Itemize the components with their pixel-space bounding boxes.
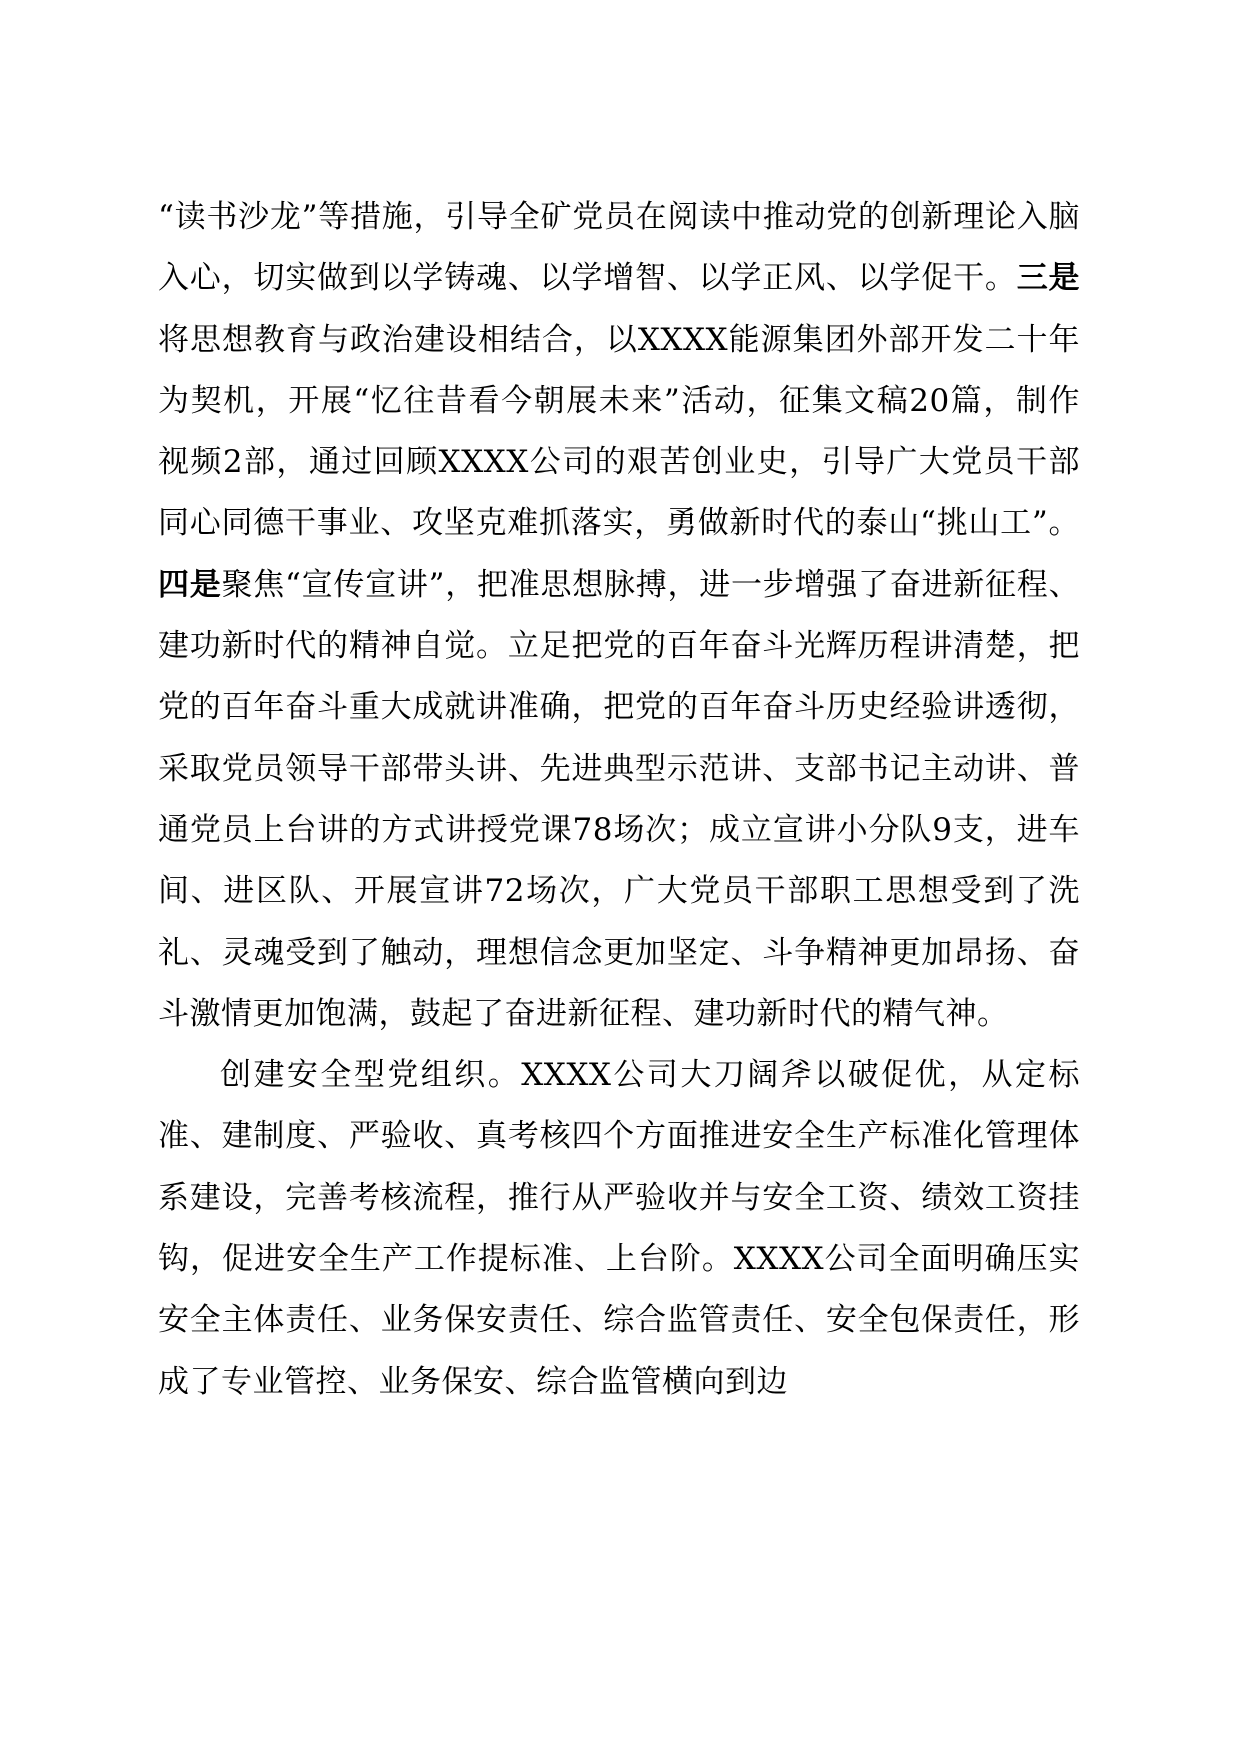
bold-lead-si-shi: 四是 <box>158 566 222 603</box>
paragraph-continued <box>158 187 1080 1045</box>
text-run: “读书沙龙”等措施，引导全矿党员在阅读中推动党的创新理论入脑入心，切实做到以学铸魂、以学增智、以学正风、以学促干。 <box>158 199 1080 297</box>
text-run: 创建安全型党组织。XXXX公司大刀阔斧以破促优，从定标准、建制度、严验收、真考核四个方面推进安全生产标准化管理体系建设，完善考核流程，推行从严验收并与安全工资、绩效工资挂钩，促进安全生产工作提标准、上台阶。XXXX公司全面明确压实安全主体责任、业务保安责任、综合监管责任、安全包保责任，形成了专业管控、业务保安、综合监管横向到边 <box>158 1057 1080 1400</box>
text-run: 将思想教育与政治建设相结合，以XXXX能源集团外部开发二十年为契机，开展“忆往昔看今朝展未来”活动，征集文稿20篇，制作视频2部，通过回顾XXXX公司的艰苦创业史，引导广大党员干部同心同德干事业、攻坚克难抓落实，勇做新时代的泰山“挑山工”。 <box>158 321 1080 542</box>
bold-lead-san-shi: 三是 <box>1016 260 1081 297</box>
text-run: 聚焦“宣传宣讲”，把准思想脉搏，进一步增强了奋进新征程、建功新时代的精神自觉。立足把党的百年奋斗光辉历程讲清楚，把党的百年奋斗重大成就讲准确，把党的百年奋斗历史经验讲透彻，采取党员领导干部带头讲、先进典型示范讲、支部书记主动讲、普通党员上台讲的方式讲授党课78场次；成立宣讲小分队9支，进车间、进区队、开展宣讲72场次，广大党员干部职工思想受到了洗礼、灵魂受到了触动，理想信念更加坚定、斗争精神更加昂扬、奋斗激情更加饱满，鼓起了奋进新征程、建功新时代的精气神。 <box>158 566 1081 1032</box>
body-text <box>158 187 1080 1413</box>
paragraph-safety-party-org <box>158 1045 1080 1413</box>
